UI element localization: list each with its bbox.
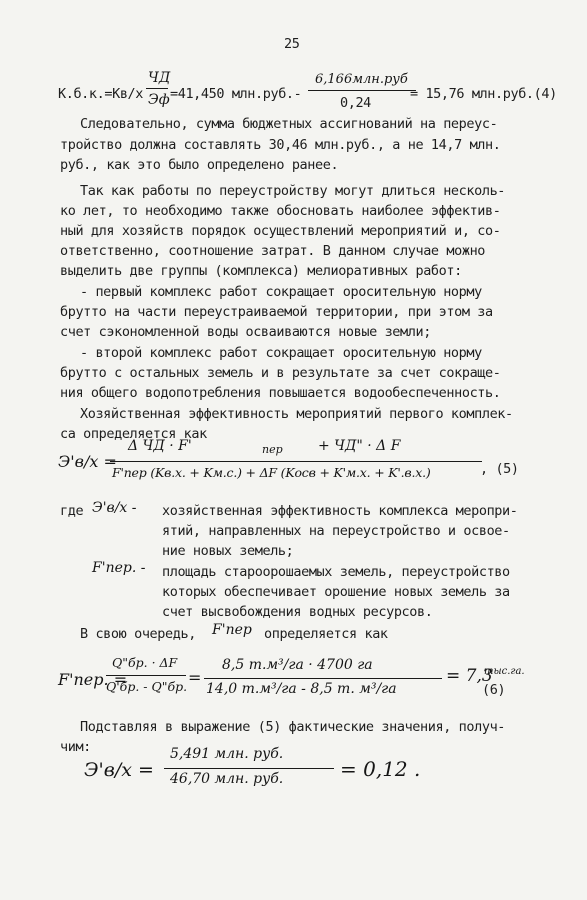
formula5-tag: , (5) [480, 461, 519, 477]
formula4-frac2-bar [308, 90, 416, 91]
formula4-frac2-den: 0,24 [340, 95, 371, 111]
formula7-result: = 0,12 . [340, 757, 421, 781]
formula5-den: F'пер (Kв.х. + Kм.с.) + ΔF (Kосв + K'м.х. + K'.в.х.) [112, 465, 431, 480]
where-sym2: F'пер. - [92, 560, 146, 576]
formula6-result: = 7,3 [446, 666, 493, 686]
para4-sym: F'пер [212, 622, 252, 638]
para2-line-1: Так как работы по переустройству могут длиться несколь- [80, 183, 506, 199]
def2-line-3: счет высвобождения водных ресурсов. [162, 604, 433, 620]
def2-line-1: площадь староорошаемых земель, переустройство [162, 564, 510, 580]
def1-line-3: ние новых земель; [162, 543, 294, 559]
para2-line-3: ный для хозяйств порядок осуществлений мероприятий и, со- [60, 223, 501, 239]
formula7-den: 46,70 млн. руб. [170, 771, 284, 787]
para2-line-8: счет сэкономленной воды осваиваются новые земли; [60, 324, 431, 340]
para1-line-3: руб., как это было определено ранее. [60, 157, 339, 173]
formula5-bar [110, 461, 482, 462]
formula5-num-b: пер [262, 443, 283, 456]
formula6-f2-den: 14,0 т.м³/га - 8,5 т. м³/га [206, 681, 397, 697]
where-sym1: Э'в/х - [92, 500, 137, 516]
formula5-lhs: Э'в/х = [58, 452, 117, 471]
para2-line-9: - второй комплекс работ сокращает оросительную норму [80, 345, 482, 361]
para2-line-10: брутто с остальных земель и в результате за счет сокраще- [60, 365, 501, 381]
formula7-lhs: Э'в/х = [84, 759, 154, 781]
formula4-lhs: К.б.к.=Кв/х [58, 86, 144, 102]
para4-a: В свою очередь, [80, 626, 196, 642]
para2-line-5: выделить две группы (комплекса) мелиоративных работ: [60, 263, 462, 279]
para5-line-1: Подставляя в выражение (5) фактические значения, получ- [80, 719, 506, 735]
formula6-f1-den: Q'бр. - Q"бр. [106, 679, 188, 694]
formula6-f2-bar [204, 678, 442, 679]
formula6-unit: тыс.га. [484, 666, 525, 677]
para4-b: определяется как [264, 626, 388, 642]
formula4-frac2-num: 6,166млн.руб [315, 72, 408, 87]
formula4-result: = 15,76 млн.руб.(4) [410, 86, 557, 102]
formula6-lhs: F'пер. = [58, 670, 128, 689]
def1-line-2: ятий, направленных на переустройство и освое- [162, 523, 510, 539]
formula6-f2-num: 8,5 т.м³/га · 4700 га [222, 657, 373, 673]
formula4-frac1-bar [146, 88, 168, 89]
formula4-frac1-num: ЧД [148, 70, 171, 86]
para1-line-2: тройство должна составлять 30,46 млн.руб., а не 14,7 млн. [60, 137, 501, 153]
formula5-num-a: Δ ЧД · F' [128, 438, 192, 454]
formula7-num: 5,491 млн. руб. [170, 746, 284, 762]
formula6-f1-num: Q"бр. · ΔF [112, 655, 178, 670]
formula6-eq: = [188, 668, 202, 687]
formula5-num-c: + ЧД" · Δ F [318, 438, 401, 454]
para2-line-7: брутто на части переустраиваемой территории, при этом за [60, 304, 493, 320]
para2-line-4: ответственно, соотношение затрат. В данном случае можно [60, 243, 486, 259]
formula7-bar [164, 768, 334, 769]
para2-line-11: ния общего водопотребления повышается водообеспеченность. [60, 385, 501, 401]
def1-line-1: хозяйственная эффективность комплекса меропри- [162, 503, 518, 519]
def2-line-2: которых обеспечивает орошение новых земель за [162, 584, 510, 600]
para2-line-2: ко лет, то необходимо также обосновать наиболее эффектив- [60, 203, 501, 219]
para2-line-6: - первый комплекс работ сокращает оросительную норму [80, 284, 482, 300]
para3-line-1: Хозяйственная эффективность мероприятий первого комплек- [80, 406, 513, 422]
para3-line-2: са определяется как [60, 426, 207, 442]
where-label: где [60, 503, 84, 519]
page-number: 25 [284, 36, 300, 52]
formula6-tag: (6) [482, 682, 506, 698]
formula6-f1-bar [106, 675, 186, 676]
formula4-frac1-den: Эф [148, 92, 170, 108]
para1-line-1: Следовательно, сумма бюджетных ассигнований на переус- [80, 116, 498, 132]
para5-line-2: чим: [60, 739, 91, 755]
formula4-eq: =41,450 млн.руб.- [170, 86, 302, 102]
